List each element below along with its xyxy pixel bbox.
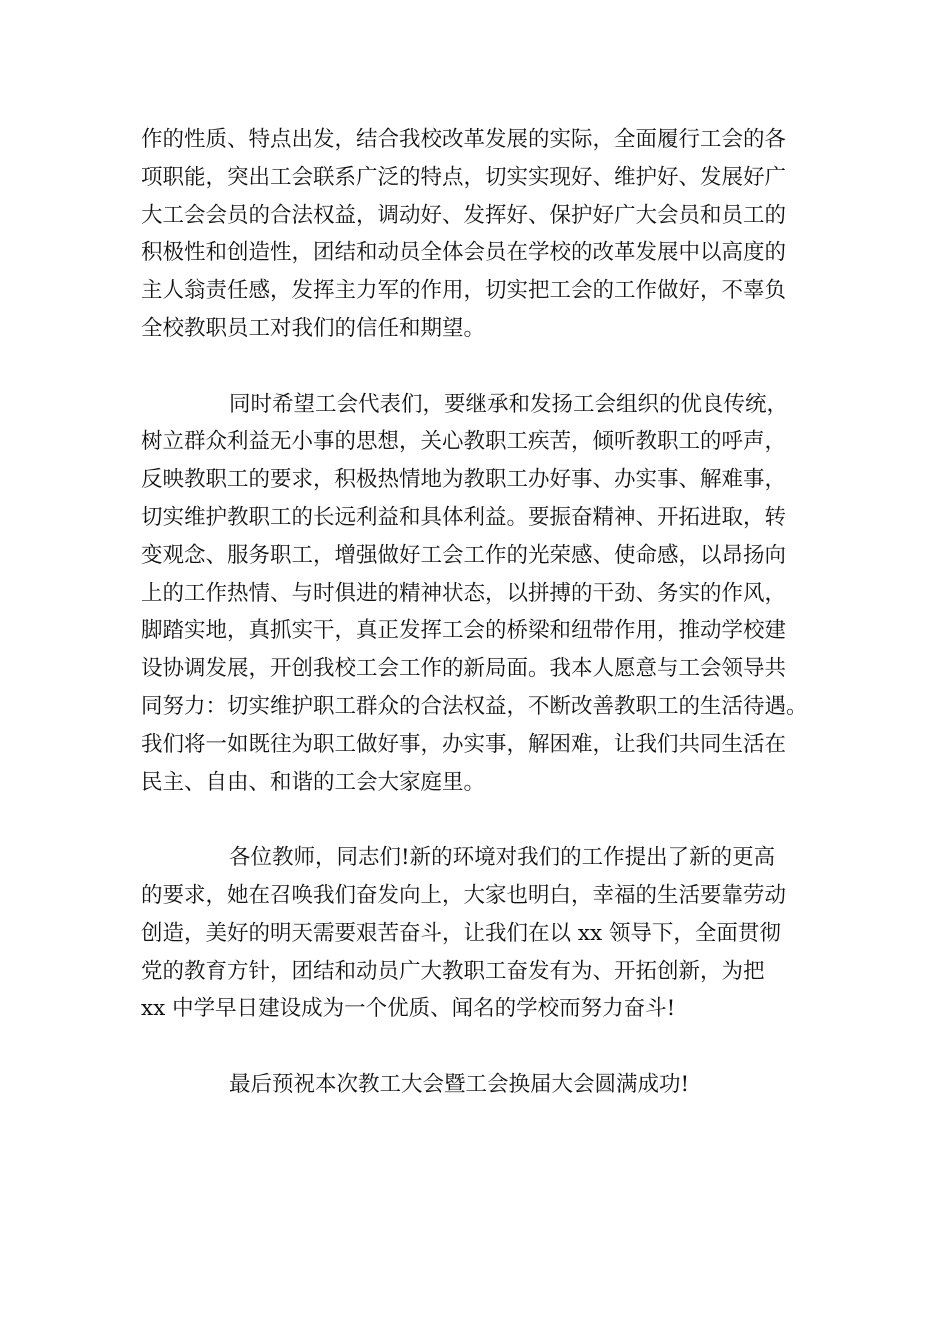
paragraph-spacer [141,348,831,386]
paragraph-3 [141,839,831,1028]
text-line: 项职能，突出工会联系广泛的特点，切实实现好、维护好、发展好广 [141,164,787,190]
text-line: 党的教育方针，团结和动员广大教职工奋发有为、开拓创新，为把 [141,958,765,984]
document-body [141,121,831,1104]
text-line: 切实维护教职工的长远利益和具体利益。要振奋精神、开拓进取，转 [141,504,787,530]
text-line: 的要求，她在召唤我们奋发向上，大家也明白，幸福的生活要靠劳动 [141,882,787,908]
paragraph-4 [141,1066,831,1104]
text-line: 脚踏实地，真抓实干，真正发挥工会的桥梁和纽带作用，推动学校建 [141,618,787,644]
text-line: 各位教师，同志们!新的环境对我们的工作提出了新的更高 [229,845,776,871]
text-line: 设协调发展，开创我校工会工作的新局面。我本人愿意与工会领导共 [141,656,787,682]
text-line: 上的工作热情、与时俱进的精神状态，以拼搏的干劲、务实的作风， [141,580,787,606]
text-line: xx 中学早日建设成为一个优质、闻名的学校而努力奋斗! [141,996,676,1022]
text-line: 同时希望工会代表们，要继承和发扬工会组织的优良传统， [229,391,789,417]
paragraph-1 [141,121,831,348]
text-line: 我们将一如既往为职工做好事，办实事，解困难，让我们共同生活在 [141,731,787,757]
paragraph-2 [141,386,831,802]
text-line: 创造，美好的明天需要艰苦奋斗，让我们在以 xx 领导下，全面贯彻 [141,920,781,946]
paragraph-spacer [141,801,831,839]
text-line: 全校教职员工对我们的信任和期望。 [141,315,486,341]
text-line: 树立群众利益无小事的思想，关心教职工疾苦，倾听教职工的呼声， [141,429,787,455]
text-line: 反映教职工的要求，积极热情地为教职工办好事、办实事、解难事， [141,467,787,493]
text-line: 最后预祝本次教工大会暨工会换届大会圆满成功! [229,1071,690,1097]
text-line: 作的性质、特点出发，结合我校改革发展的实际，全面履行工会的各 [141,127,787,152]
text-line: 民主、自由、和谐的工会大家庭里。 [141,769,486,795]
text-line: 积极性和创造性，团结和动员全体会员在学校的改革发展中以高度的 [141,240,787,266]
text-line: 同努力：切实维护职工群众的合法权益，不断改善教职工的生活待遇。 [141,693,808,719]
text-line: 主人翁责任感，发挥主力军的作用，切实把工会的工作做好，不辜负 [141,278,787,304]
text-line: 变观念、服务职工，增强做好工会工作的光荣感、使命感，以昂扬向 [141,542,787,568]
text-line: 大工会会员的合法权益，调动好、发挥好、保护好广大会员和员工的 [141,202,787,228]
paragraph-spacer [141,1028,831,1066]
